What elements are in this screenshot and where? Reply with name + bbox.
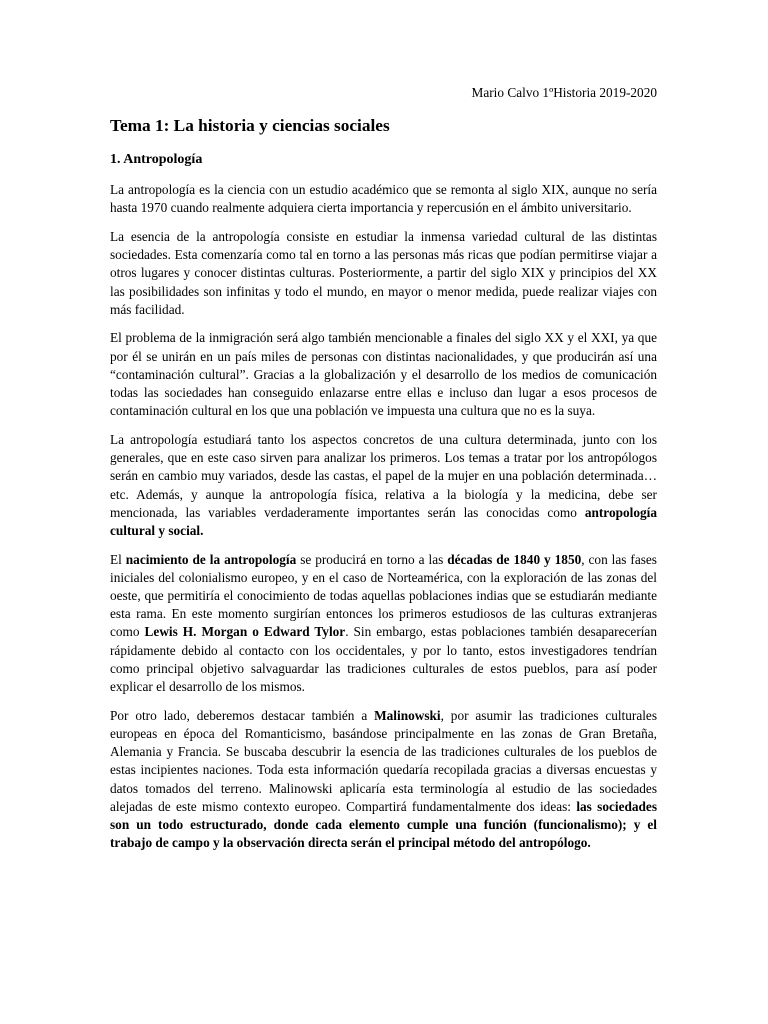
paragraph-5-bold-3: Lewis H. Morgan o Edward Tylor	[144, 624, 346, 640]
paragraph-4	[110, 431, 657, 540]
paragraph-6-text-2: , por asumir las tradiciones culturales europeas en época del Romanticismo, basándose principalmente en las zonas de Gran Bretaña, Alemania y Francia. Se buscaba descubrir la esencia de las tradiciones culturales de los pueblos de estas incipientes naciones. Toda esta información quedaría recopilada gracias a diversas encuestas y datos tomados del terreno. Malinowski aplicaría esta terminología al estudio de las sociedades alejadas de este mismo contexto europeo. Compartirá fundamentalmente dos ideas:	[110, 707, 658, 814]
paragraph-6-bold-1: Malinowski	[374, 707, 441, 723]
document-page	[110, 84, 657, 863]
paragraph-6	[110, 707, 657, 853]
paragraph-4-bold: antropología cultural y social.	[110, 504, 657, 538]
paragraph-3: El problema de la inmigración será algo también mencionable a finales del siglo XX y el XXI, ya que por él se unirán en un país miles de personas con distintas nacionalidades, y que producirán así una “contaminación cultural”. Gracias a la globalización y el desarrollo de los medios de comunicación todas las sociedades han conseguido enlazarse entre ellas e incluso dan lugar a esos procesos de contaminación cultural en los que una población ve impuesta una cultura que no es la suya.	[110, 330, 657, 419]
paragraph-5-text-3: , con las fases iniciales del colonialismo europeo, y en el caso de Norteamérica, con la exploración de las zonas del oeste, que permitiría el conocimiento de todas aquellas poblaciones indias que se estudiarán mediante esta rama. En este momento surgirían entonces los primeros estudiosos de las culturas extranjeras como	[110, 551, 657, 640]
paragraph-4-text: La antropología estudiará tanto los aspectos concretos de una cultura determinada, junto con los generales, que en este caso sirven para analizar los primeros. Los temas a tratar por los antropólogos serán en cambio muy variados, desde las castas, el papel de la mujer en una población determinada…etc. Además, y aunque la antropología física, relativa a la biología y la medicina, debe ser mencionada, las variables verdaderamente importantes serán las conocidas como	[110, 431, 657, 520]
paragraph-5	[110, 551, 657, 697]
paragraph-6-text-1: Por otro lado, deberemos destacar también a	[110, 707, 375, 723]
paragraph-5-text-1: El	[110, 551, 126, 567]
section-heading: 1. Antropología	[110, 152, 203, 167]
paragraph-5-bold-2: décadas de 1840 y 1850	[447, 551, 582, 567]
document-title: Tema 1: La historia y ciencias sociales	[110, 116, 390, 135]
paragraph-1: La antropología es la ciencia con un estudio académico que se remonta al siglo XIX, aunque no sería hasta 1970 cuando realmente adquiera cierta importancia y repercusión en el ámbito universitario.	[110, 182, 657, 216]
paragraph-5-text-2: se producirá en torno a las	[296, 551, 448, 567]
paragraph-5-text-4: . Sin embargo, estas poblaciones también desaparecerían rápidamente debido al contacto con los occidentales, y por lo tanto, estos investigadores tendrían como principal objetivo salvaguardar las tradiciones culturales de estos pueblos, para así poder explicar el desarrollo de los mismos.	[110, 624, 657, 695]
author-course-header: Mario Calvo 1ºHistoria 2019-2020	[471, 85, 657, 100]
paragraph-2: La esencia de la antropología consiste en estudiar la inmensa variedad cultural de las distintas sociedades. Esta comenzaría como tal en torno a las personas más ricas que podían permitirse viajar a otros lugares y conocer distintas culturas. Posteriormente, a partir del siglo XIX y principios del XX las posibilidades son infinitas y todo el mundo, en mayor o menor medida, puede realizar viajes con más facilidad.	[110, 228, 657, 317]
paragraph-5-bold-1: nacimiento de la antropología	[125, 551, 297, 567]
paragraph-6-bold-2: las sociedades son un todo estructurado, donde cada elemento cumple una función (funcionalismo); y el trabajo de campo y la observación directa serán el principal método del antropólogo.	[110, 798, 657, 851]
